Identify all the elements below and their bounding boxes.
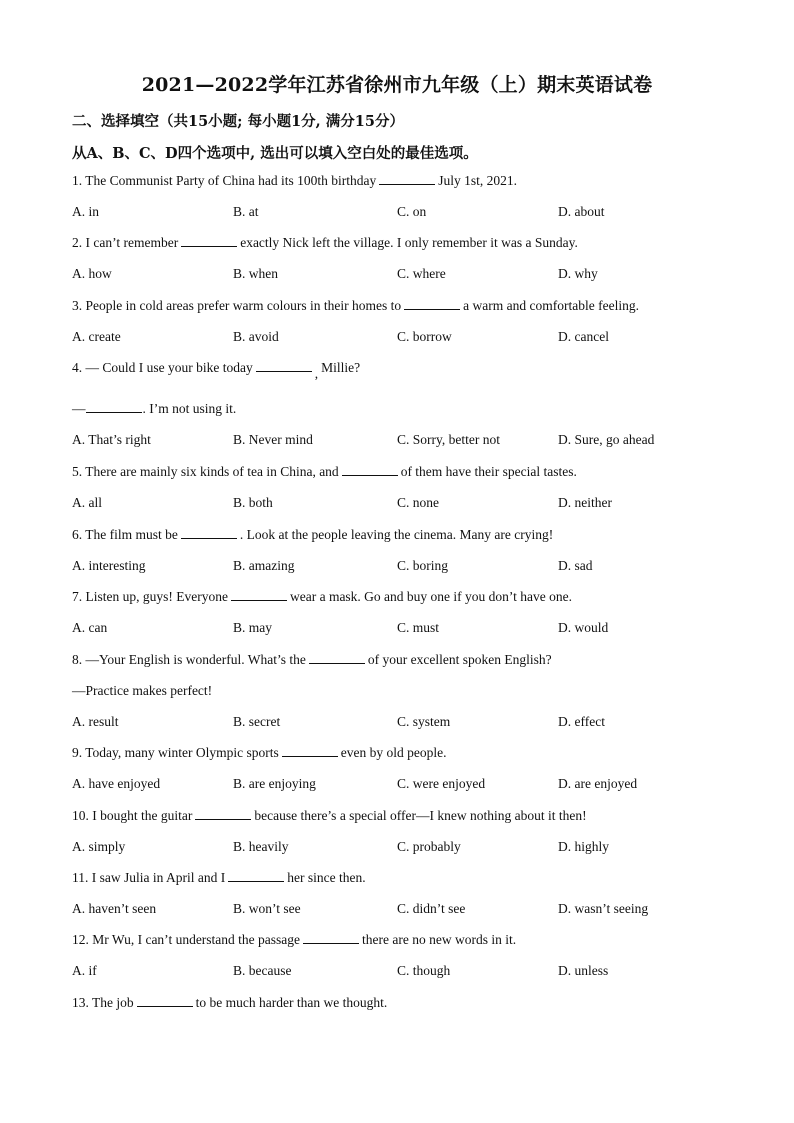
answer-option: D. Sure, go ahead	[558, 432, 655, 447]
answer-option: A. how	[72, 266, 112, 281]
question-text-after: of your excellent spoken English?	[367, 652, 552, 667]
answer-option: D. effect	[558, 714, 605, 729]
question-stem	[72, 995, 387, 1011]
answer-option: B. secret	[233, 714, 281, 729]
answer-blank	[303, 933, 359, 944]
question-text-after: Millie?	[321, 360, 361, 375]
question-text-before: 13. The job	[72, 995, 134, 1010]
question-text-after: because there’s a special offer—I knew nothing about it then!	[254, 808, 587, 823]
answer-option: A. result	[72, 714, 119, 729]
question-text-before: 10. I bought the guitar	[72, 808, 193, 823]
question-text-before: 2. I can’t remember	[72, 235, 179, 250]
answer-option: A. create	[72, 329, 121, 344]
answer-option: A. can	[72, 620, 108, 635]
answer-blank	[309, 653, 365, 664]
answer-option: B. heavily	[233, 839, 289, 854]
answer-option: B. Never mind	[233, 432, 313, 447]
answer-option: C. must	[397, 620, 440, 635]
answer-option: A. if	[72, 963, 97, 978]
answer-option: C. where	[397, 266, 446, 281]
answer-option: A. in	[72, 204, 99, 219]
answer-option: D. neither	[558, 495, 612, 510]
answer-blank	[231, 590, 287, 601]
answer-option: C. system	[397, 714, 451, 729]
answer-option: C. boring	[397, 558, 449, 573]
question-text-before: 8. —Your English is wonderful. What’s the	[72, 652, 306, 667]
question-text-after: to be much harder than we thought.	[195, 995, 388, 1010]
question-text-after: exactly Nick left the village. I only remember it was a Sunday.	[240, 235, 578, 250]
question-text-after: a warm and comfortable feeling.	[463, 298, 639, 313]
answer-option: C. on	[397, 204, 427, 219]
reply-line: —Practice makes perfect!	[72, 683, 213, 698]
answer-option: A. haven’t seen	[72, 901, 157, 916]
answer-option: D. highly	[558, 839, 610, 854]
answer-blank	[404, 299, 460, 310]
answer-option: C. were enjoyed	[397, 776, 486, 791]
question-stem	[72, 652, 552, 668]
answer-blank	[181, 236, 237, 247]
reply-text-before: —	[72, 401, 86, 416]
question-text-before: 1. The Communist Party of China had its 100th birthday	[72, 173, 377, 188]
answer-option: D. would	[558, 620, 609, 635]
question-text-before: 3. People in cold areas prefer warm colours in their homes to	[72, 298, 402, 313]
question-text-after: of them have their special tastes.	[400, 464, 577, 479]
question-stem	[72, 360, 361, 381]
answer-option: D. are enjoyed	[558, 776, 638, 791]
question-text-after: . Look at the people leaving the cinema. Many are crying!	[239, 527, 554, 542]
question-text-after: even by old people.	[340, 745, 447, 760]
answer-blank	[195, 809, 251, 820]
reply-line	[72, 401, 236, 417]
answer-option: C. didn’t see	[397, 901, 466, 916]
question-text-before: 12. Mr Wu, I can’t understand the passage	[72, 932, 301, 947]
answer-option: B. may	[233, 620, 272, 635]
answer-blank	[256, 361, 312, 372]
answer-option: D. why	[558, 266, 598, 281]
answer-option: C. Sorry, better not	[397, 432, 500, 447]
answer-option: A. all	[72, 495, 102, 510]
answer-blank	[86, 402, 142, 413]
answer-option: B. at	[233, 204, 259, 219]
question-text-before: 7. Listen up, guys! Everyone	[72, 589, 228, 604]
answer-blank	[181, 528, 237, 539]
section-instruction: 从A、B、C、D四个选项中, 选出可以填入空白处的最佳选项。	[72, 145, 478, 162]
answer-blank	[342, 465, 398, 476]
answer-option: C. borrow	[397, 329, 452, 344]
question-comma: ,	[314, 366, 319, 381]
answer-option: A. have enjoyed	[72, 776, 161, 791]
question-text-before: 6. The film must be	[72, 527, 178, 542]
question-text-before: 11. I saw Julia in April and I	[72, 870, 226, 885]
section-heading: 二、选择填空（共15小题; 每小题1分, 满分15分）	[72, 113, 404, 130]
question-stem	[72, 235, 578, 251]
question-text-after: her since then.	[287, 870, 366, 885]
question-text-before: 4. — Could I use your bike today	[72, 360, 253, 375]
question-stem	[72, 298, 639, 314]
question-stem	[72, 870, 366, 886]
answer-option: D. unless	[558, 963, 609, 978]
answer-option: D. wasn’t seeing	[558, 901, 649, 916]
answer-option: B. because	[233, 963, 292, 978]
question-stem	[72, 745, 447, 761]
question-stem	[72, 527, 553, 543]
answer-option: B. when	[233, 266, 278, 281]
question-stem	[72, 173, 517, 189]
question-text-before: 5. There are mainly six kinds of tea in China, and	[72, 464, 339, 479]
question-text-after: there are no new words in it.	[362, 932, 517, 947]
question-text-after: wear a mask. Go and buy one if you don’t have one.	[289, 589, 573, 604]
answer-option: B. avoid	[233, 329, 279, 344]
answer-blank	[137, 996, 193, 1007]
answer-option: D. cancel	[558, 329, 609, 344]
answer-blank	[228, 871, 284, 882]
answer-option: D. sad	[558, 558, 593, 573]
answer-option: A. simply	[72, 839, 126, 854]
question-stem	[72, 589, 572, 605]
answer-option: B. amazing	[233, 558, 295, 573]
reply-text-after: . I’m not using it.	[142, 401, 237, 416]
answer-option: A. That’s right	[72, 432, 151, 447]
answer-option: C. though	[397, 963, 451, 978]
answer-option: A. interesting	[72, 558, 146, 573]
exam-title: 2021—2022学年江苏省徐州市九年级（上）期末英语试卷	[141, 74, 653, 96]
answer-option: B. are enjoying	[233, 776, 316, 791]
answer-option: B. both	[233, 495, 273, 510]
question-text-after: July 1st, 2021.	[438, 173, 517, 188]
question-text-before: 9. Today, many winter Olympic sports	[72, 745, 279, 760]
answer-option: C. none	[397, 495, 439, 510]
answer-option: B. won’t see	[233, 901, 301, 916]
question-stem	[72, 808, 587, 824]
answer-blank	[379, 174, 435, 185]
answer-option: C. probably	[397, 839, 461, 854]
question-stem	[72, 932, 516, 948]
answer-blank	[282, 746, 338, 757]
answer-option: D. about	[558, 204, 605, 219]
question-stem	[72, 464, 577, 480]
